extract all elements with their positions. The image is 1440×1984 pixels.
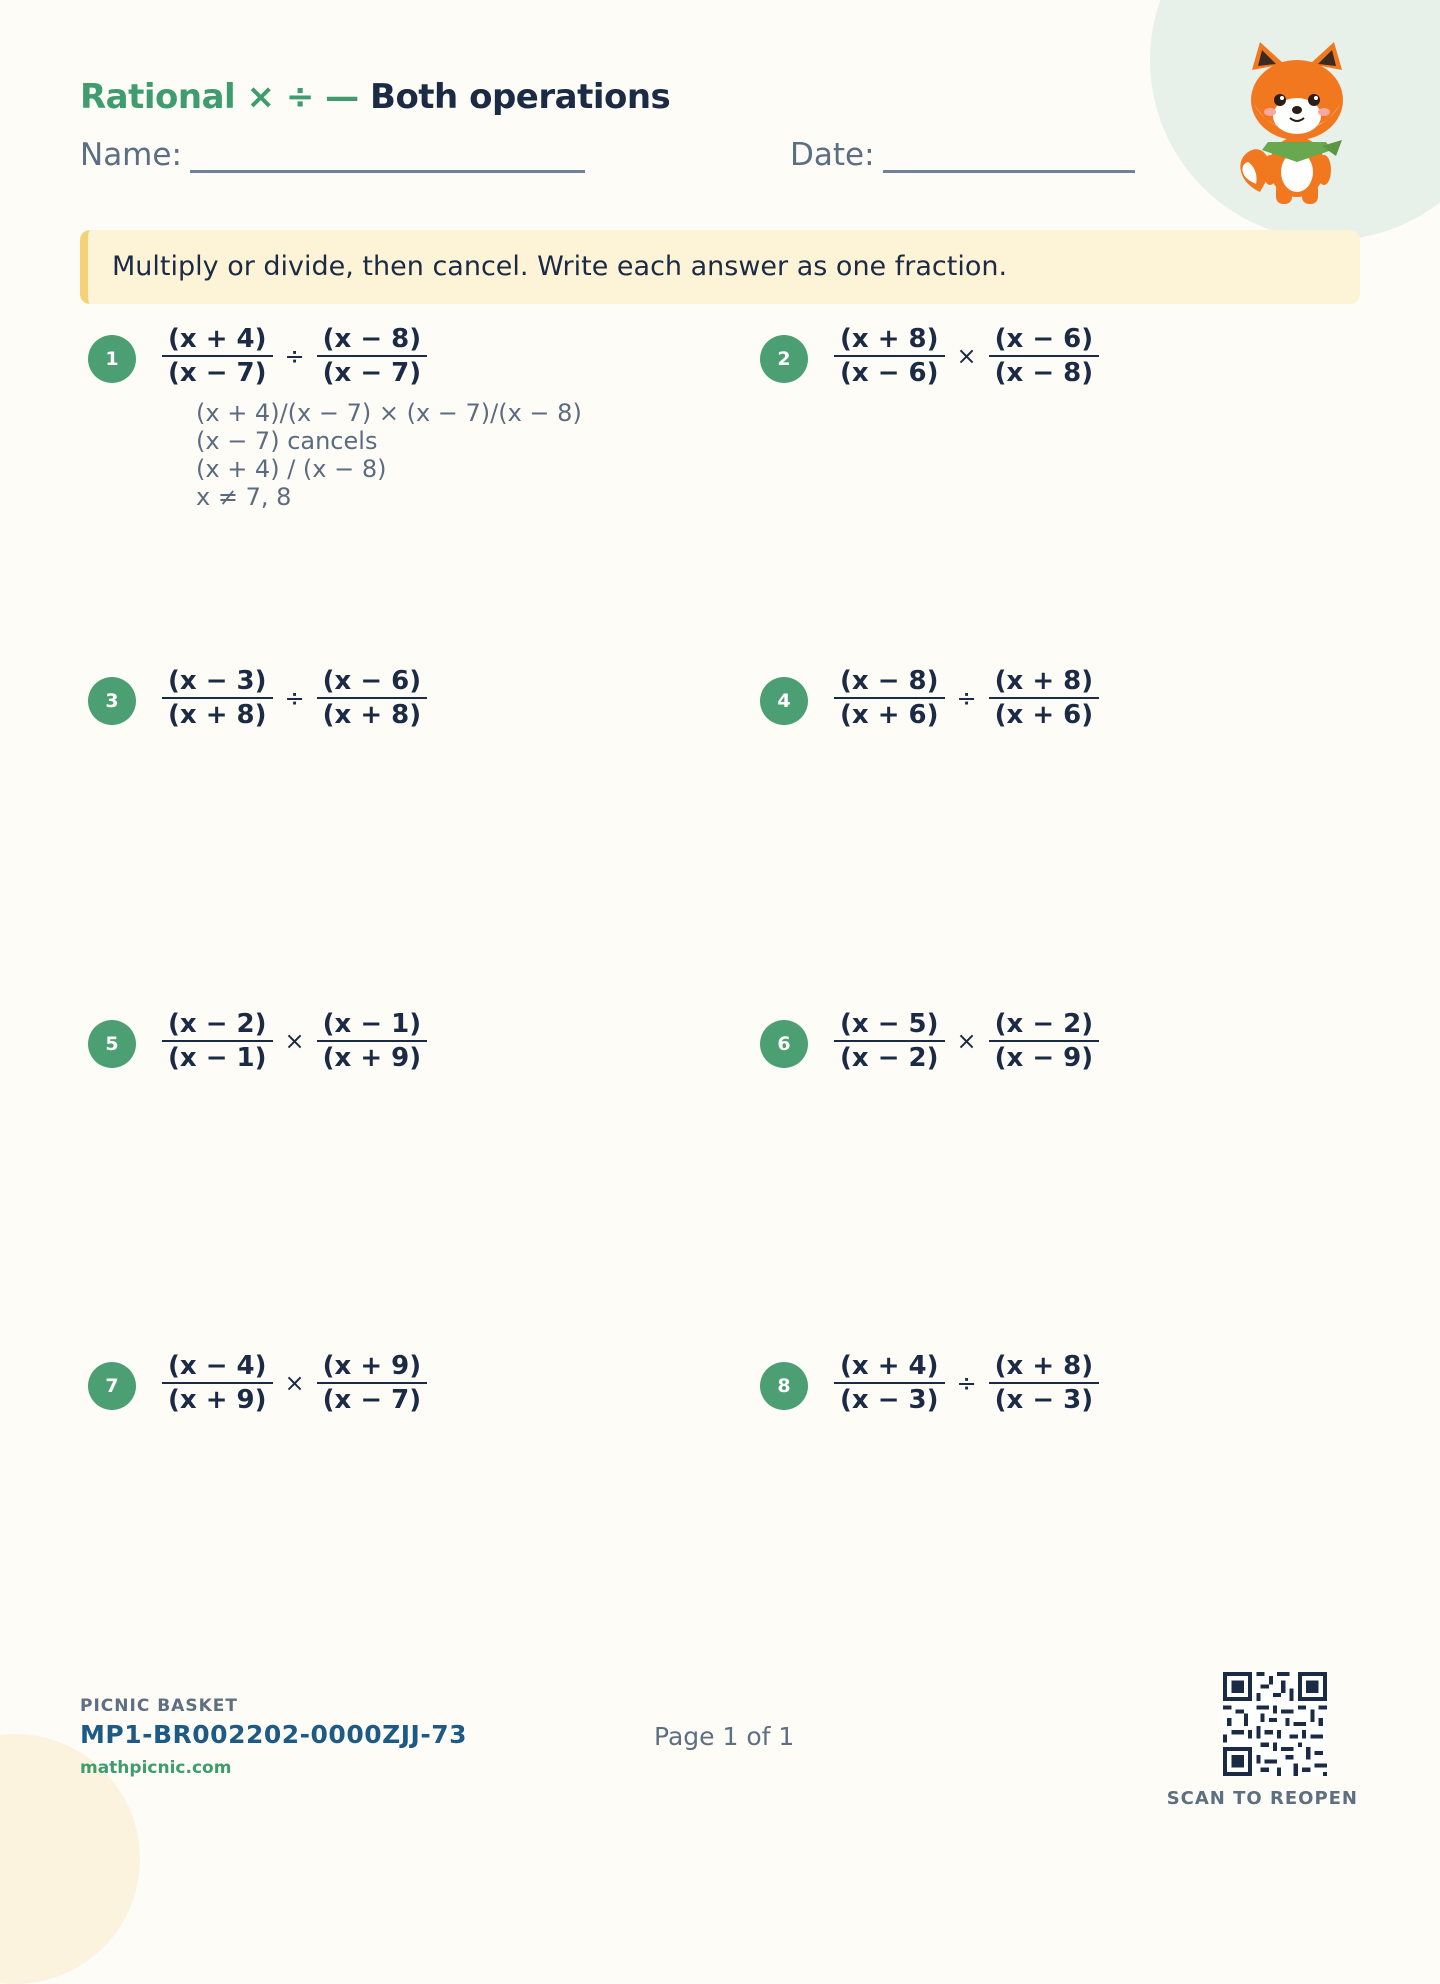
fraction-left: [828, 1008, 951, 1074]
footer-brand: PICNIC BASKET: [80, 1696, 238, 1716]
work-step: x ≠ 7, 8: [196, 483, 292, 511]
fraction-right: [983, 323, 1106, 389]
fraction-right: [983, 1008, 1106, 1074]
fraction-right: [311, 1008, 434, 1074]
denominator: (x − 8): [994, 358, 1094, 388]
fraction-right: [983, 665, 1106, 731]
denominator: (x − 7): [168, 358, 267, 388]
title-topic: Rational × ÷ —: [80, 77, 359, 117]
numerator: (x − 2): [162, 1008, 273, 1042]
numerator: (x + 4): [162, 323, 273, 357]
operator: ×: [956, 342, 977, 370]
denominator: (x − 7): [322, 358, 422, 388]
numerator: (x − 6): [317, 665, 428, 699]
problem-number-badge: 6: [760, 1020, 808, 1068]
denominator: (x + 6): [994, 700, 1094, 730]
numerator: (x − 6): [989, 323, 1100, 357]
work-step: (x + 4)/(x − 7) × (x − 7)/(x − 8): [196, 399, 582, 427]
fraction-left: [828, 323, 951, 389]
problem-number-badge: 3: [88, 677, 136, 725]
numerator: (x − 1): [317, 1008, 428, 1042]
site-link[interactable]: mathpicnic.com: [80, 1758, 232, 1778]
numerator: (x + 8): [834, 323, 945, 357]
denominator: (x − 9): [994, 1043, 1094, 1073]
problem-number-badge: 2: [760, 335, 808, 383]
denominator: (x − 2): [840, 1043, 939, 1073]
problem-number-badge: 1: [88, 335, 136, 383]
qr-code-icon[interactable]: [1223, 1672, 1327, 1776]
numerator: (x + 8): [989, 665, 1100, 699]
page-title: [80, 77, 670, 117]
fraction-right: [311, 665, 434, 731]
problem-expression: [156, 665, 433, 731]
problem-expression: [828, 1350, 1105, 1416]
numerator: (x − 8): [317, 323, 428, 357]
operator: ÷: [284, 684, 305, 712]
work-step: (x − 7) cancels: [196, 427, 378, 455]
operator: ÷: [956, 1369, 977, 1397]
name-line[interactable]: [190, 144, 585, 173]
denominator: (x − 3): [840, 1385, 939, 1415]
numerator: (x − 2): [989, 1008, 1100, 1042]
denominator: (x + 8): [168, 700, 267, 730]
numerator: (x − 3): [162, 665, 273, 699]
instructions-banner: Multiply or divide, then cancel. Write each answer as one fraction.: [80, 230, 1360, 304]
date-label: Date:: [790, 137, 875, 173]
page-indicator: Page 1 of 1: [654, 1722, 795, 1751]
problem-expression: [156, 323, 433, 389]
numerator: (x − 8): [834, 665, 945, 699]
numerator: (x + 4): [834, 1350, 945, 1384]
worksheet-code: MP1-BR002202-0000ZJJ-73: [80, 1720, 468, 1749]
denominator: (x − 6): [840, 358, 939, 388]
problem-number-badge: 5: [88, 1020, 136, 1068]
denominator: (x + 8): [322, 700, 422, 730]
date-line[interactable]: [883, 144, 1135, 173]
fraction-left: [828, 665, 951, 731]
denominator: (x − 3): [994, 1385, 1094, 1415]
problem-expression: [828, 1008, 1105, 1074]
problem-number-badge: 8: [760, 1362, 808, 1410]
problem-number-badge: 7: [88, 1362, 136, 1410]
denominator: (x − 7): [322, 1385, 422, 1415]
operator: ÷: [956, 684, 977, 712]
denominator: (x − 1): [168, 1043, 267, 1073]
fraction-right: [311, 323, 434, 389]
name-field[interactable]: [80, 137, 585, 173]
fraction-left: [156, 323, 279, 389]
fraction-left: [156, 665, 279, 731]
denominator: (x + 9): [322, 1043, 422, 1073]
denominator: (x + 9): [168, 1385, 267, 1415]
worked-solution: [196, 399, 582, 511]
operator: ×: [956, 1027, 977, 1055]
numerator: (x + 8): [989, 1350, 1100, 1384]
numerator: (x − 5): [834, 1008, 945, 1042]
name-label: Name:: [80, 137, 182, 173]
problem-expression: [828, 665, 1105, 731]
operator: ×: [284, 1369, 305, 1397]
problem-number-badge: 4: [760, 677, 808, 725]
fraction-right: [983, 1350, 1106, 1416]
fraction-left: [828, 1350, 951, 1416]
date-field[interactable]: [790, 137, 1135, 173]
numerator: (x + 9): [317, 1350, 428, 1384]
work-step: (x + 4) / (x − 8): [196, 455, 387, 483]
fraction-left: [156, 1008, 279, 1074]
fraction-right: [311, 1350, 434, 1416]
title-subtitle: Both operations: [370, 77, 671, 117]
numerator: (x − 4): [162, 1350, 273, 1384]
operator: ×: [284, 1027, 305, 1055]
fraction-left: [156, 1350, 279, 1416]
problem-expression: [156, 1350, 433, 1416]
operator: ÷: [284, 342, 305, 370]
denominator: (x + 6): [840, 700, 939, 730]
problem-expression: [828, 323, 1105, 389]
qr-label: SCAN TO REOPEN: [1166, 1788, 1358, 1809]
problem-expression: [156, 1008, 433, 1074]
fox-mascot-icon: [1232, 42, 1362, 212]
